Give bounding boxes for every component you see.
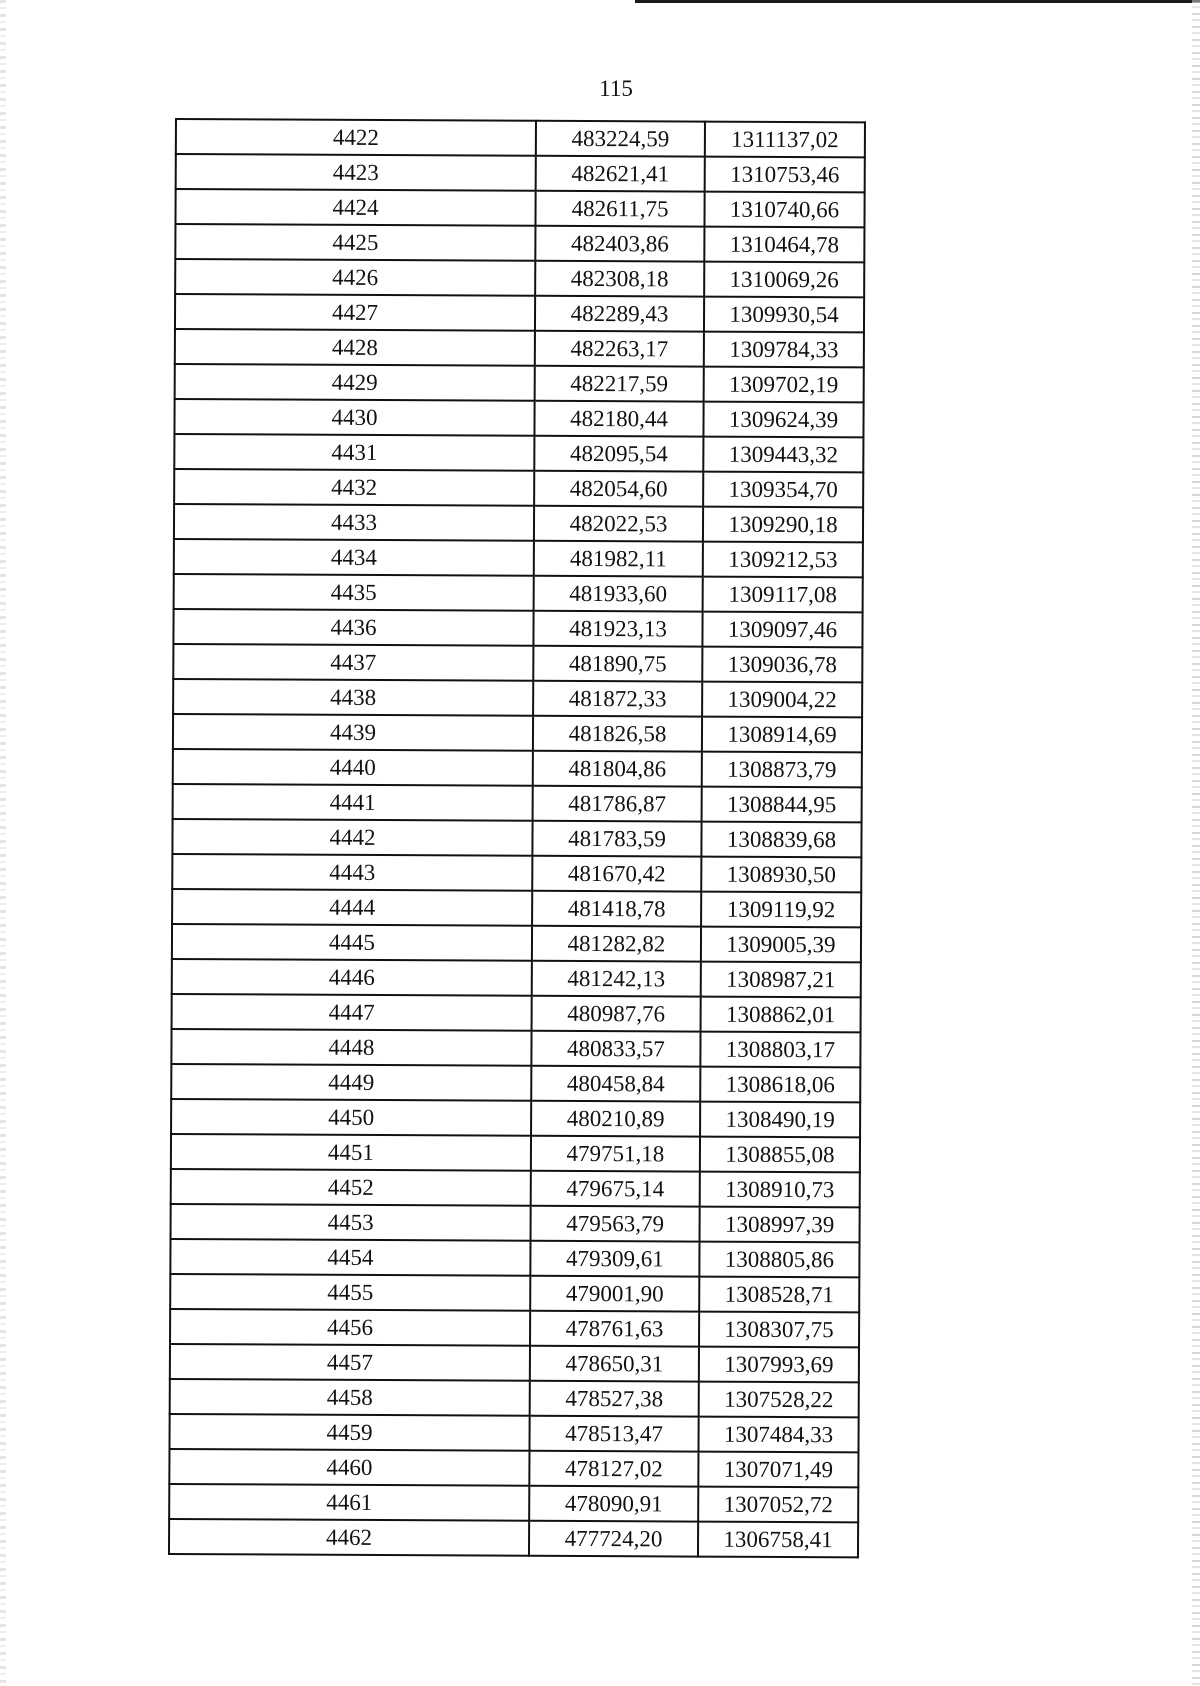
point-number-cell: 4423	[176, 154, 536, 191]
scan-edge-left	[0, 0, 6, 1686]
y-coordinate-cell: 1309117,08	[703, 577, 863, 613]
x-coordinate-cell: 481670,42	[532, 856, 701, 892]
x-coordinate-cell: 481872,33	[533, 681, 702, 717]
table-row	[169, 1449, 858, 1487]
y-coordinate-cell: 1309354,70	[703, 472, 863, 508]
table-row	[173, 644, 862, 682]
x-coordinate-cell: 482263,17	[535, 331, 704, 367]
y-coordinate-cell: 1308528,71	[699, 1277, 859, 1313]
table-row	[173, 679, 862, 717]
table-row	[171, 1169, 860, 1207]
table-row	[169, 1414, 858, 1452]
point-number-cell: 4453	[171, 1204, 531, 1241]
table-row	[175, 259, 864, 297]
y-coordinate-cell: 1310069,26	[704, 262, 864, 298]
y-coordinate-cell: 1310740,66	[704, 192, 864, 228]
x-coordinate-cell: 481933,60	[534, 576, 703, 612]
x-coordinate-cell: 483224,59	[536, 121, 705, 157]
x-coordinate-cell: 479309,61	[530, 1241, 699, 1277]
point-number-cell: 4460	[169, 1449, 529, 1486]
x-coordinate-cell: 481804,86	[533, 751, 702, 787]
y-coordinate-cell: 1309784,33	[704, 332, 864, 368]
x-coordinate-cell: 480210,89	[531, 1101, 700, 1137]
table-row	[175, 329, 864, 367]
x-coordinate-cell: 479563,79	[531, 1206, 700, 1242]
y-coordinate-cell: 1308805,86	[699, 1242, 859, 1278]
table-row	[173, 714, 862, 752]
y-coordinate-cell: 1308844,95	[702, 787, 862, 823]
table-row	[174, 539, 863, 577]
point-number-cell: 4440	[173, 749, 533, 786]
y-coordinate-cell: 1309004,22	[702, 682, 862, 718]
y-coordinate-cell: 1308930,50	[701, 857, 861, 893]
table-row	[172, 889, 861, 927]
point-number-cell: 4439	[173, 714, 533, 751]
point-number-cell: 4446	[172, 959, 532, 996]
x-coordinate-cell: 480833,57	[531, 1031, 700, 1067]
x-coordinate-cell: 482180,44	[534, 401, 703, 437]
point-number-cell: 4455	[170, 1274, 530, 1311]
y-coordinate-cell: 1308490,19	[700, 1102, 860, 1138]
y-coordinate-cell: 1309119,92	[701, 892, 861, 928]
table-row	[174, 399, 863, 437]
coordinates-table-wrapper	[168, 118, 864, 1558]
table-row	[169, 1484, 858, 1522]
table-row	[175, 294, 864, 332]
table-row	[174, 504, 863, 542]
point-number-cell: 4462	[169, 1519, 529, 1556]
y-coordinate-cell: 1309097,46	[702, 612, 862, 648]
point-number-cell: 4432	[174, 469, 534, 506]
x-coordinate-cell: 481418,78	[532, 891, 701, 927]
y-coordinate-cell: 1308910,73	[700, 1172, 860, 1208]
x-coordinate-cell: 482095,54	[534, 436, 703, 472]
y-coordinate-cell: 1308839,68	[701, 822, 861, 858]
point-number-cell: 4434	[174, 539, 534, 576]
table-row	[174, 574, 863, 612]
x-coordinate-cell: 482054,60	[534, 471, 703, 507]
x-coordinate-cell: 480987,76	[532, 996, 701, 1032]
y-coordinate-cell: 1309290,18	[703, 507, 863, 543]
y-coordinate-cell: 1310464,78	[704, 227, 864, 263]
point-number-cell: 4457	[170, 1344, 530, 1381]
y-coordinate-cell: 1309624,39	[703, 402, 863, 438]
point-number-cell: 4444	[172, 889, 532, 926]
point-number-cell: 4431	[174, 434, 534, 471]
point-number-cell: 4443	[172, 854, 532, 891]
point-number-cell: 4426	[175, 259, 535, 296]
table-row	[170, 1274, 859, 1312]
x-coordinate-cell: 481786,87	[533, 786, 702, 822]
point-number-cell: 4424	[175, 189, 535, 226]
x-coordinate-cell: 479001,90	[530, 1276, 699, 1312]
x-coordinate-cell: 482621,41	[536, 156, 705, 192]
y-coordinate-cell: 1308873,79	[702, 752, 862, 788]
x-coordinate-cell: 481982,11	[534, 541, 703, 577]
y-coordinate-cell: 1307052,72	[698, 1487, 858, 1523]
point-number-cell: 4456	[170, 1309, 530, 1346]
x-coordinate-cell: 481783,59	[532, 821, 701, 857]
table-row	[175, 364, 864, 402]
x-coordinate-cell: 482403,86	[535, 226, 704, 262]
x-coordinate-cell: 482308,18	[535, 261, 704, 297]
table-row	[175, 189, 864, 227]
y-coordinate-cell: 1308914,69	[702, 717, 862, 753]
y-coordinate-cell: 1309930,54	[704, 297, 864, 333]
x-coordinate-cell: 479675,14	[531, 1171, 700, 1207]
table-row	[170, 1344, 859, 1382]
point-number-cell: 4437	[173, 644, 533, 681]
point-number-cell: 4433	[174, 504, 534, 541]
point-number-cell: 4429	[175, 364, 535, 401]
y-coordinate-cell: 1307484,33	[698, 1417, 858, 1453]
point-number-cell: 4447	[172, 994, 532, 1031]
point-number-cell: 4451	[171, 1134, 531, 1171]
point-number-cell: 4459	[169, 1414, 529, 1451]
scan-edge-right	[1192, 0, 1200, 1686]
table-row	[170, 1379, 859, 1417]
point-number-cell: 4445	[172, 924, 532, 961]
y-coordinate-cell: 1308997,39	[700, 1207, 860, 1243]
table-row	[176, 154, 865, 192]
x-coordinate-cell: 482611,75	[535, 191, 704, 227]
x-coordinate-cell: 478513,47	[529, 1416, 698, 1452]
point-number-cell: 4448	[171, 1029, 531, 1066]
x-coordinate-cell: 481242,13	[532, 961, 701, 997]
coordinates-table	[168, 118, 866, 1558]
table-row	[171, 1204, 860, 1242]
y-coordinate-cell: 1306758,41	[698, 1522, 858, 1558]
point-number-cell: 4458	[170, 1379, 530, 1416]
table-row	[173, 749, 862, 787]
table-row	[172, 924, 861, 962]
table-row	[172, 994, 861, 1032]
y-coordinate-cell: 1308307,75	[699, 1312, 859, 1348]
table-row	[170, 1239, 859, 1277]
x-coordinate-cell: 482289,43	[535, 296, 704, 332]
x-coordinate-cell: 478127,02	[529, 1451, 698, 1487]
x-coordinate-cell: 478090,91	[529, 1486, 698, 1522]
y-coordinate-cell: 1307993,69	[699, 1347, 859, 1383]
y-coordinate-cell: 1309702,19	[704, 367, 864, 403]
table-row	[176, 119, 865, 157]
point-number-cell: 4442	[172, 819, 532, 856]
page-number: 115	[599, 76, 633, 101]
y-coordinate-cell: 1308618,06	[700, 1067, 860, 1103]
point-number-cell: 4438	[173, 679, 533, 716]
table-row	[175, 224, 864, 262]
point-number-cell: 4435	[174, 574, 534, 611]
y-coordinate-cell: 1309036,78	[702, 647, 862, 683]
x-coordinate-cell: 479751,18	[531, 1136, 700, 1172]
y-coordinate-cell: 1308855,08	[700, 1137, 860, 1173]
y-coordinate-cell: 1310753,46	[705, 157, 865, 193]
point-number-cell: 4422	[176, 119, 536, 156]
x-coordinate-cell: 481826,58	[533, 716, 702, 752]
y-coordinate-cell: 1307071,49	[698, 1452, 858, 1488]
x-coordinate-cell: 481890,75	[533, 646, 702, 682]
table-row	[171, 1064, 860, 1102]
table-row	[174, 469, 863, 507]
point-number-cell: 4449	[171, 1064, 531, 1101]
point-number-cell: 4427	[175, 294, 535, 331]
table-row	[171, 1029, 860, 1067]
x-coordinate-cell: 482022,53	[534, 506, 703, 542]
point-number-cell: 4425	[175, 224, 535, 261]
point-number-cell: 4461	[169, 1484, 529, 1521]
x-coordinate-cell: 478761,63	[530, 1311, 699, 1347]
x-coordinate-cell: 481282,82	[532, 926, 701, 962]
point-number-cell: 4428	[175, 329, 535, 366]
table-row	[171, 1099, 860, 1137]
y-coordinate-cell: 1311137,02	[705, 122, 865, 158]
point-number-cell: 4450	[171, 1099, 531, 1136]
table-row	[172, 819, 861, 857]
x-coordinate-cell: 478527,38	[530, 1381, 699, 1417]
y-coordinate-cell: 1307528,22	[699, 1382, 859, 1418]
x-coordinate-cell: 478650,31	[530, 1346, 699, 1382]
y-coordinate-cell: 1309212,53	[703, 542, 863, 578]
point-number-cell: 4430	[174, 399, 534, 436]
table-row	[169, 1519, 858, 1557]
y-coordinate-cell: 1308862,01	[701, 997, 861, 1033]
table-row	[170, 1309, 859, 1347]
y-coordinate-cell: 1309005,39	[701, 927, 861, 963]
x-coordinate-cell: 481923,13	[533, 611, 702, 647]
table-row	[171, 1134, 860, 1172]
x-coordinate-cell: 482217,59	[535, 366, 704, 402]
x-coordinate-cell: 477724,20	[529, 1521, 698, 1557]
table-row	[172, 959, 861, 997]
point-number-cell: 4454	[170, 1239, 530, 1276]
table-row	[173, 609, 862, 647]
table-row	[172, 854, 861, 892]
y-coordinate-cell: 1308987,21	[701, 962, 861, 998]
table-row	[174, 434, 863, 472]
y-coordinate-cell: 1308803,17	[700, 1032, 860, 1068]
table-row	[173, 784, 862, 822]
point-number-cell: 4441	[173, 784, 533, 821]
point-number-cell: 4436	[173, 609, 533, 646]
top-rule	[635, 0, 1200, 3]
y-coordinate-cell: 1309443,32	[703, 437, 863, 473]
table-body	[169, 119, 865, 1557]
x-coordinate-cell: 480458,84	[531, 1066, 700, 1102]
point-number-cell: 4452	[171, 1169, 531, 1206]
